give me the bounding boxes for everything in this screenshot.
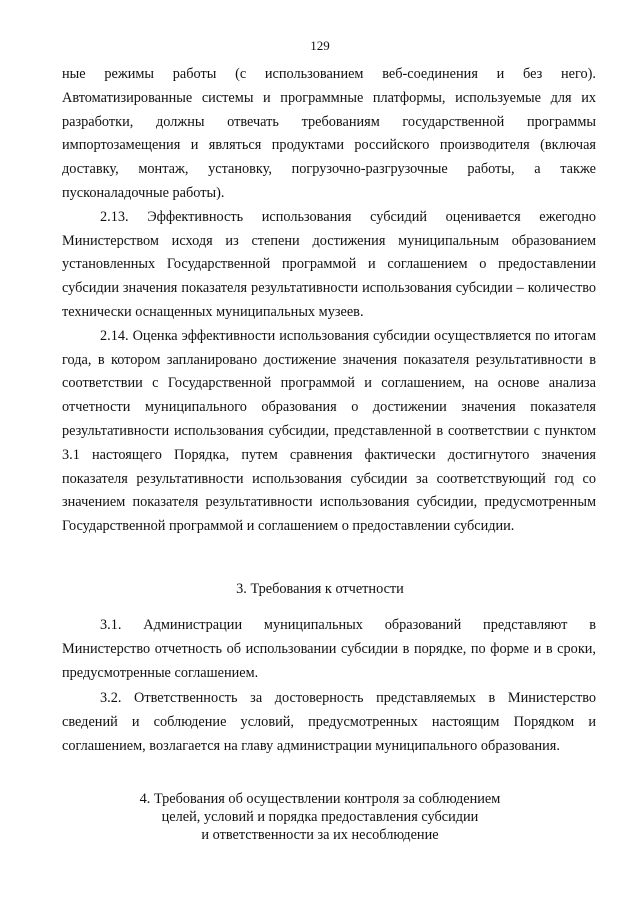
paragraph-3-2: 3.2. Ответственность за достоверность представляемых в Министерство сведений и соблюдение условий, предусмотренных настоящим Порядком и соглашением, возлагается на главу администрации муниципального образования. bbox=[62, 690, 596, 754]
page-number: 129 bbox=[310, 38, 330, 53]
paragraph-3-1: 3.1. Администрации муниципальных образований представляют в Министерство отчетность об использовании субсидии в порядке, по форме и в сроки, предусмотренные соглашением. bbox=[62, 617, 596, 681]
main-text bbox=[62, 63, 596, 539]
paragraph-2-13: 2.13. Эффективность использования субсидий оценивается ежегодно Министерством исходя из степени достижения муниципальным образованием установленных Государственной программой и соглашением о предоставлении субсидии значения показателя результативности использования субсидии – количество технически оснащенных муниципальных музеев. bbox=[62, 208, 596, 320]
paragraph-continuation: ные режимы работы (с использованием веб-соединения и без него). Автоматизированные системы и программные платформы, используемые для их разработки, должны отвечать требованиям государственной программы импортозамещения и являться продуктами российского производителя (включая доставку, монтаж, установку, погрузочно-разгрузочные работы, а также пусконаладочные работы). bbox=[62, 66, 596, 201]
section-4-heading-line: и ответственности за их несоблюдение bbox=[201, 827, 439, 843]
section-3-body bbox=[62, 614, 596, 759]
section-4-heading-line: 4. Требования об осуществлении контроля за соблюдением bbox=[139, 791, 501, 807]
section-4-heading-line: целей, условий и порядка предоставления субсидии bbox=[161, 809, 479, 825]
paragraph-2-14: 2.14. Оценка эффективности использования субсидии осуществляется по итогам года, в котором запланировано достижение значения показателя результативности в соответствии с Государственной программой и соглашением, на основе анализа отчетности муниципального образования о достижении значения показателя результативности использования субсидии, представленной в соответствии с пунктом 3.1 настоящего Порядка, путем сравнения фактически достигнутого значения показателя результативности использования субсидии за соответствующий год со значением показателя результативности использования субсидии, предусмотренным Государственной программой и соглашением о предоставлении субсидии. bbox=[62, 327, 596, 535]
section-3-heading: 3. Требования к отчетности bbox=[236, 581, 404, 597]
section-4-heading bbox=[0, 790, 640, 844]
